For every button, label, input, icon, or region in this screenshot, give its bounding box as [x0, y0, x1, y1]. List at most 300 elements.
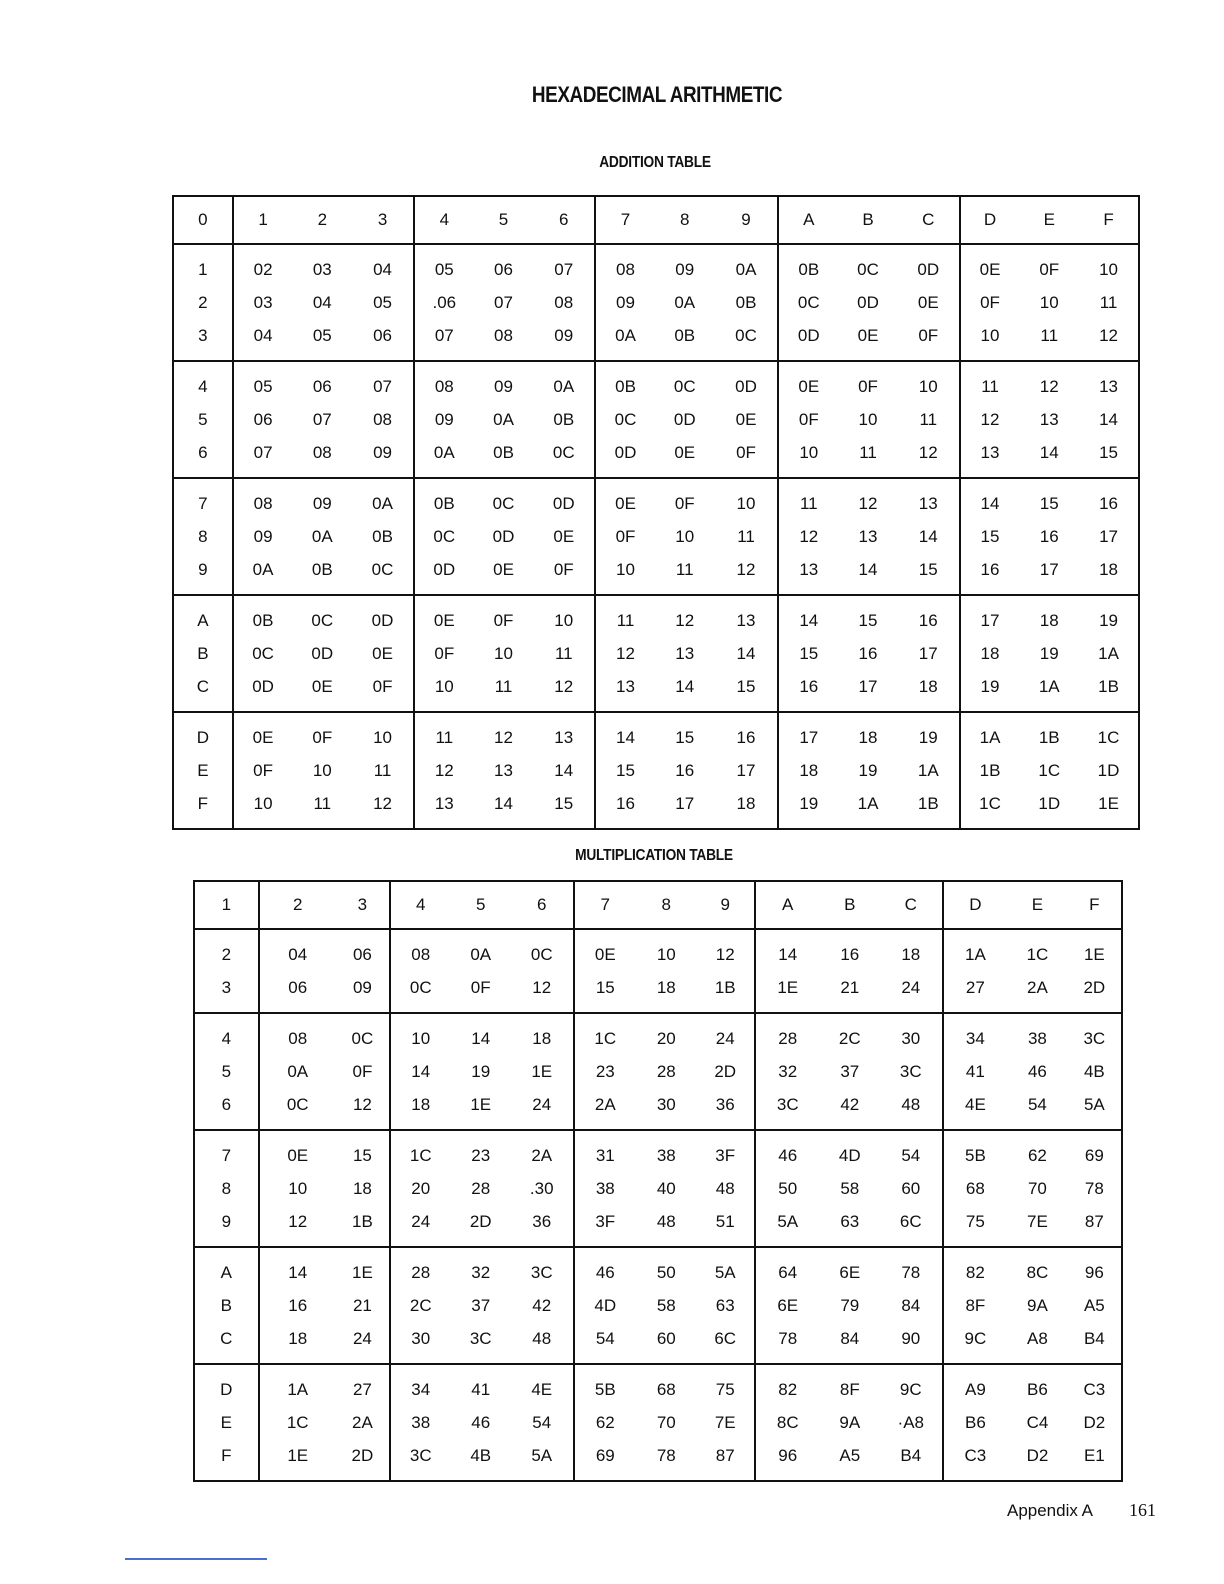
table-cell: 10 — [434, 676, 454, 696]
column-header: 9 — [715, 196, 779, 244]
table-cell: 48 — [880, 1088, 943, 1130]
table-cell: 0F — [980, 292, 1000, 312]
table-cell: 07 — [533, 244, 595, 286]
table-cell: 24 — [336, 1322, 390, 1364]
table-cell: 28 — [656, 1061, 676, 1081]
table-cell: 10 — [288, 1178, 308, 1198]
table-cell: 14 — [778, 944, 798, 964]
table-cell: 04 — [253, 325, 273, 345]
table-cell: 70 — [656, 1412, 676, 1432]
table-row — [194, 1406, 1122, 1439]
table-cell: 0F — [715, 436, 779, 478]
table-cell: 63 — [697, 1289, 755, 1322]
table-cell: 16 — [1039, 526, 1059, 546]
table-cell: 31 — [595, 1145, 615, 1165]
table-cell: 0D — [352, 595, 414, 637]
table-cell: 18 — [1039, 610, 1059, 630]
table-cell: 5A — [697, 1247, 755, 1289]
table-cell: 16 — [616, 793, 635, 813]
table-cell: 10 — [898, 361, 960, 403]
table-cell: 18 — [880, 929, 943, 971]
table-cell: 2A — [594, 1094, 616, 1114]
table-cell: 17 — [715, 754, 779, 787]
table-cell: 12 — [616, 643, 635, 663]
table-cell: 12 — [336, 1088, 390, 1130]
table-cell: 4E — [964, 1094, 986, 1114]
table-cell: 0B — [493, 442, 514, 462]
table-cell: 10 — [533, 595, 595, 637]
table-cell: B4 — [880, 1439, 943, 1481]
table-cell: 10 — [1099, 259, 1118, 279]
table-cell: 50 — [778, 1178, 798, 1198]
table-cell: 2D — [336, 1439, 390, 1481]
table-cell: 11 — [313, 793, 332, 813]
row-header: 3 — [173, 319, 233, 361]
table-cell: 0A — [252, 559, 274, 579]
row-header: 8 — [173, 520, 233, 553]
table-cell: 0B — [252, 610, 274, 630]
table-cell: A8 — [1027, 1328, 1048, 1348]
table-row — [173, 520, 1139, 553]
table-cell: 37 — [471, 1295, 491, 1315]
table-cell: 38 — [656, 1145, 676, 1165]
table-cell: 17 — [898, 637, 960, 670]
table-row — [173, 286, 1139, 319]
table-cell: 34 — [411, 1379, 431, 1399]
table-cell: 5A — [777, 1211, 799, 1231]
table-cell: 0C — [614, 409, 637, 429]
table-cell: 0F — [858, 376, 878, 396]
table-cell: 0A — [533, 361, 595, 403]
table-cell: 1E — [1098, 793, 1119, 813]
row-header: A — [173, 595, 233, 637]
page-number: 161 — [1129, 1500, 1156, 1520]
table-cell: 87 — [697, 1439, 755, 1481]
table-cell: 17 — [858, 676, 878, 696]
table-cell: 58 — [656, 1295, 676, 1315]
table-cell: 1A — [287, 1379, 309, 1399]
table-cell: A5 — [1083, 1295, 1105, 1315]
table-cell: 24 — [697, 1013, 755, 1055]
column-header: A — [778, 196, 838, 244]
table-cell: 18 — [858, 727, 878, 747]
table-row — [194, 1055, 1122, 1088]
table-row — [194, 1439, 1122, 1481]
table-cell: 7E — [1027, 1211, 1048, 1231]
table-cell: 27 — [965, 977, 985, 997]
table-cell: 1A — [979, 727, 1001, 747]
table-cell: 0E — [715, 403, 779, 436]
column-header: E — [1007, 881, 1067, 929]
table-cell: B6 — [1027, 1379, 1048, 1399]
table-cell: 36 — [697, 1088, 755, 1130]
table-cell: 0B — [674, 325, 696, 345]
table-cell: 08 — [352, 403, 414, 436]
table-cell: 1D — [1097, 760, 1120, 780]
table-cell: 04 — [352, 244, 414, 286]
table-cell: 17 — [675, 793, 695, 813]
table-cell: 0E — [615, 493, 636, 513]
table-cell: 10 — [1039, 292, 1059, 312]
table-cell: 38 — [411, 1412, 431, 1432]
table-cell: 11 — [494, 676, 513, 696]
table-cell: 14 — [898, 520, 960, 553]
table-cell: 09 — [352, 436, 414, 478]
column-header: 3 — [352, 196, 414, 244]
table-cell: 1E — [336, 1247, 390, 1289]
table-cell: 13 — [715, 595, 779, 637]
column-header: D — [960, 196, 1020, 244]
addition-table — [172, 195, 1140, 830]
table-cell: 3C — [469, 1328, 492, 1348]
row-header: E — [194, 1406, 259, 1439]
row-header: 5 — [173, 403, 233, 436]
table-cell: 21 — [336, 1289, 390, 1322]
table-cell: 28 — [778, 1028, 798, 1048]
table-cell: 69 — [595, 1445, 615, 1465]
table-cell: 12 — [858, 493, 878, 513]
table-cell: 84 — [880, 1289, 943, 1322]
table-cell: 32 — [778, 1061, 798, 1081]
table-cell: 0F — [533, 553, 595, 595]
column-header: E — [1019, 196, 1079, 244]
row-header: 2 — [173, 286, 233, 319]
table-cell: 11 — [352, 754, 414, 787]
table-row — [173, 403, 1139, 436]
table-cell: 12 — [352, 787, 414, 829]
table-cell: 13 — [858, 526, 878, 546]
table-cell: 0A — [470, 944, 492, 964]
table-cell: 12 — [697, 929, 755, 971]
table-row — [173, 478, 1139, 520]
table-cell: 1E — [511, 1055, 574, 1088]
table-cell: 0D — [797, 325, 820, 345]
row-header: 3 — [194, 971, 259, 1013]
table-cell: 06 — [336, 929, 390, 971]
table-cell: 0B — [352, 520, 414, 553]
table-cell: 0F — [336, 1055, 390, 1088]
table-cell: 0E — [533, 520, 595, 553]
table-cell: 06 — [312, 376, 332, 396]
page-footer — [1007, 1500, 1156, 1521]
column-header: B — [838, 196, 898, 244]
table-cell: 13 — [434, 793, 454, 813]
table-cell: 0C — [492, 493, 515, 513]
table-cell: 0E — [252, 727, 274, 747]
table-cell: 27 — [336, 1364, 390, 1406]
table-cell: 15 — [799, 643, 819, 663]
table-cell: 62 — [595, 1412, 615, 1432]
table-cell: 63 — [840, 1211, 860, 1231]
table-cell: 0C — [409, 977, 432, 997]
table-cell: 46 — [1027, 1061, 1047, 1081]
table-cell: 0C — [857, 259, 879, 279]
table-cell: 0A — [311, 526, 333, 546]
table-cell: C3 — [1083, 1379, 1106, 1399]
table-cell: 3C — [880, 1055, 943, 1088]
table-cell: 14 — [799, 610, 819, 630]
table-cell: 14 — [858, 559, 878, 579]
table-cell: 19 — [858, 760, 878, 780]
table-cell: 07 — [494, 292, 513, 312]
table-cell: 46 — [778, 1145, 798, 1165]
table-cell: 04 — [288, 944, 308, 964]
table-cell: 17 — [1039, 559, 1059, 579]
table-cell: 0F — [470, 977, 491, 997]
table-cell: 6E — [839, 1262, 861, 1282]
table-cell: 2A — [336, 1406, 390, 1439]
table-cell: 8F — [839, 1379, 860, 1399]
table-cell: 09 — [312, 493, 332, 513]
column-header: 4 — [390, 881, 450, 929]
table-cell: 09 — [494, 376, 513, 396]
table-cell: 14 — [533, 754, 595, 787]
table-cell: 16 — [980, 559, 1000, 579]
table-cell: 09 — [434, 409, 454, 429]
table-cell: 0C — [797, 292, 820, 312]
table-cell: 1A — [1098, 643, 1119, 663]
table-cell: 24 — [880, 971, 943, 1013]
table-cell: 0E — [594, 944, 616, 964]
table-cell: 18 — [1099, 559, 1118, 579]
table-row — [173, 637, 1139, 670]
table-row — [173, 670, 1139, 712]
table-row — [194, 1130, 1122, 1172]
table-cell: 1E — [287, 1445, 309, 1465]
table-cell: 14 — [1099, 409, 1118, 429]
table-cell: 0E — [433, 610, 455, 630]
footer-rule — [125, 1558, 267, 1560]
row-header: C — [173, 670, 233, 712]
table-cell: 09 — [616, 292, 635, 312]
row-header: C — [194, 1322, 259, 1364]
column-header: A — [755, 881, 820, 929]
table-cell: 64 — [778, 1262, 798, 1282]
table-cell: 1C — [594, 1028, 617, 1048]
table-cell: D2 — [1026, 1445, 1049, 1465]
table-cell: 8C — [776, 1412, 799, 1432]
table-cell: 8F — [965, 1295, 986, 1315]
table-cell: 3F — [595, 1211, 616, 1231]
table-cell: 1B — [697, 971, 755, 1013]
column-header: 7 — [595, 196, 655, 244]
table-cell: 19 — [1099, 610, 1118, 630]
table-cell: 06 — [288, 977, 308, 997]
table-cell: 75 — [697, 1364, 755, 1406]
table-cell: 10 — [858, 409, 878, 429]
table-cell: 1C — [409, 1145, 432, 1165]
table-cell: 17 — [1099, 526, 1118, 546]
table-cell: 14 — [675, 676, 695, 696]
table-cell: 19 — [898, 712, 960, 754]
table-cell: 30 — [411, 1328, 431, 1348]
table-cell: 15 — [898, 553, 960, 595]
table-cell: 8C — [1026, 1262, 1049, 1282]
table-cell: 18 — [288, 1328, 308, 1348]
table-cell: 6C — [697, 1322, 755, 1364]
table-cell: 10 — [799, 442, 819, 462]
table-cell: 11 — [675, 559, 694, 579]
table-cell: 13 — [1039, 409, 1059, 429]
table-cell: 13 — [533, 712, 595, 754]
table-cell: 90 — [880, 1322, 943, 1364]
column-header: 2 — [259, 881, 336, 929]
table-cell: 0E — [287, 1145, 309, 1165]
table-cell: 5B — [594, 1379, 616, 1399]
column-header: 5 — [474, 196, 534, 244]
table-cell: 18 — [980, 643, 1000, 663]
table-row — [173, 319, 1139, 361]
table-cell: 14 — [616, 727, 635, 747]
table-cell: 5B — [964, 1145, 986, 1165]
row-header: E — [173, 754, 233, 787]
table-cell: 3C — [409, 1445, 432, 1465]
table-cell: 4D — [838, 1145, 861, 1165]
table-cell: 2D — [697, 1055, 755, 1088]
row-header: 7 — [173, 478, 233, 520]
table-cell: 2D — [1083, 977, 1106, 997]
table-cell: 0E — [798, 376, 820, 396]
table-cell: 18 — [411, 1094, 431, 1114]
table-cell: B4 — [1083, 1328, 1105, 1348]
table-cell: 48 — [656, 1211, 676, 1231]
row-header: 9 — [194, 1205, 259, 1247]
table-cell: 30 — [880, 1013, 943, 1055]
table-cell: 13 — [1099, 376, 1118, 396]
table-cell: 75 — [965, 1211, 985, 1231]
page-title: HEXADECIMAL ARITHMETIC — [531, 82, 783, 107]
table-cell: 14 — [1039, 442, 1059, 462]
table-cell: 34 — [965, 1028, 985, 1048]
table-cell: 12 — [434, 760, 454, 780]
table-cell: 36 — [511, 1205, 574, 1247]
table-cell: 12 — [799, 526, 819, 546]
table-cell: 0B — [533, 403, 595, 436]
table-cell: 05 — [312, 325, 332, 345]
corner-cell: 1 — [194, 881, 259, 929]
table-cell: 16 — [288, 1295, 308, 1315]
table-cell: 2C — [409, 1295, 432, 1315]
table-cell: 11 — [435, 727, 454, 747]
table-cell: 16 — [799, 676, 819, 696]
table-cell: 42 — [511, 1289, 574, 1322]
table-cell: 0E — [674, 442, 696, 462]
table-cell: 0A — [493, 409, 514, 429]
table-cell: 0F — [493, 610, 514, 630]
table-cell: 1B — [336, 1205, 390, 1247]
table-cell: A9 — [964, 1379, 986, 1399]
table-cell: 50 — [656, 1262, 676, 1282]
table-cell: 6E — [777, 1295, 799, 1315]
table-cell: 0D — [533, 478, 595, 520]
addition-table-title: ADDITION TABLE — [599, 154, 711, 171]
table-cell: 0C — [533, 436, 595, 478]
table-cell: 37 — [840, 1061, 860, 1081]
table-cell: 42 — [840, 1094, 860, 1114]
table-cell: 1A — [1038, 676, 1060, 696]
table-cell: 0E — [898, 286, 960, 319]
table-cell: 0A — [287, 1061, 309, 1081]
table-row — [194, 1247, 1122, 1289]
table-cell: 78 — [778, 1328, 798, 1348]
table-cell: C3 — [964, 1445, 987, 1465]
table-cell: 16 — [840, 944, 860, 964]
table-cell: 1C — [1038, 760, 1061, 780]
table-cell: 46 — [471, 1412, 491, 1432]
table-cell: 1B — [898, 787, 960, 829]
table-cell: 0D — [311, 643, 334, 663]
row-header: 7 — [194, 1130, 259, 1172]
table-cell: 0B — [798, 259, 820, 279]
table-cell: 15 — [715, 670, 779, 712]
table-cell: 1E — [470, 1094, 492, 1114]
table-cell: 0F — [312, 727, 333, 747]
table-cell: 23 — [595, 1061, 615, 1081]
column-header: C — [898, 196, 960, 244]
table-cell: 0A — [615, 325, 636, 345]
table-cell: 12 — [980, 409, 1000, 429]
table-cell: 96 — [1084, 1262, 1104, 1282]
table-cell: .06 — [432, 292, 457, 312]
table-cell: 09 — [675, 259, 695, 279]
table-cell: 20 — [656, 1028, 676, 1048]
column-header: 1 — [233, 196, 293, 244]
table-cell: 13 — [980, 442, 1000, 462]
column-header: 5 — [450, 881, 510, 929]
appendix-label: Appendix A — [1006, 1501, 1093, 1520]
table-row — [194, 1172, 1122, 1205]
table-cell: 11 — [799, 493, 818, 513]
table-row — [194, 1322, 1122, 1364]
table-row — [194, 1088, 1122, 1130]
table-cell: 3C — [776, 1094, 799, 1114]
table-row — [194, 1013, 1122, 1055]
row-header: D — [173, 712, 233, 754]
table-cell: 2C — [838, 1028, 861, 1048]
table-cell: 48 — [697, 1172, 755, 1205]
column-header: 6 — [511, 881, 574, 929]
table-cell: 0D — [252, 676, 274, 696]
table-cell: 78 — [1084, 1178, 1104, 1198]
table-cell: 48 — [511, 1322, 574, 1364]
table-cell: 03 — [253, 292, 273, 312]
table-cell: 69 — [1084, 1145, 1104, 1165]
table-cell: 0D — [673, 409, 696, 429]
table-cell: 18 — [336, 1172, 390, 1205]
table-cell: 0C — [336, 1013, 390, 1055]
table-cell: 18 — [715, 787, 779, 829]
table-cell: D2 — [1083, 1412, 1106, 1432]
table-cell: 54 — [1027, 1094, 1047, 1114]
table-cell: 84 — [840, 1328, 860, 1348]
table-cell: 1B — [1038, 727, 1060, 747]
table-cell: 54 — [880, 1130, 943, 1172]
row-header: 9 — [173, 553, 233, 595]
column-header: F — [1068, 881, 1122, 929]
table-cell: 08 — [253, 493, 273, 513]
table-row — [194, 929, 1122, 971]
table-row — [173, 361, 1139, 403]
table-cell: 0E — [857, 325, 879, 345]
table-cell: 08 — [434, 376, 454, 396]
table-cell: 13 — [898, 478, 960, 520]
table-cell: E1 — [1083, 1445, 1105, 1465]
table-cell: 13 — [799, 559, 819, 579]
table-cell: 12 — [494, 727, 513, 747]
table-cell: 10 — [715, 478, 779, 520]
column-header: C — [880, 881, 943, 929]
table-cell: 12 — [511, 971, 574, 1013]
